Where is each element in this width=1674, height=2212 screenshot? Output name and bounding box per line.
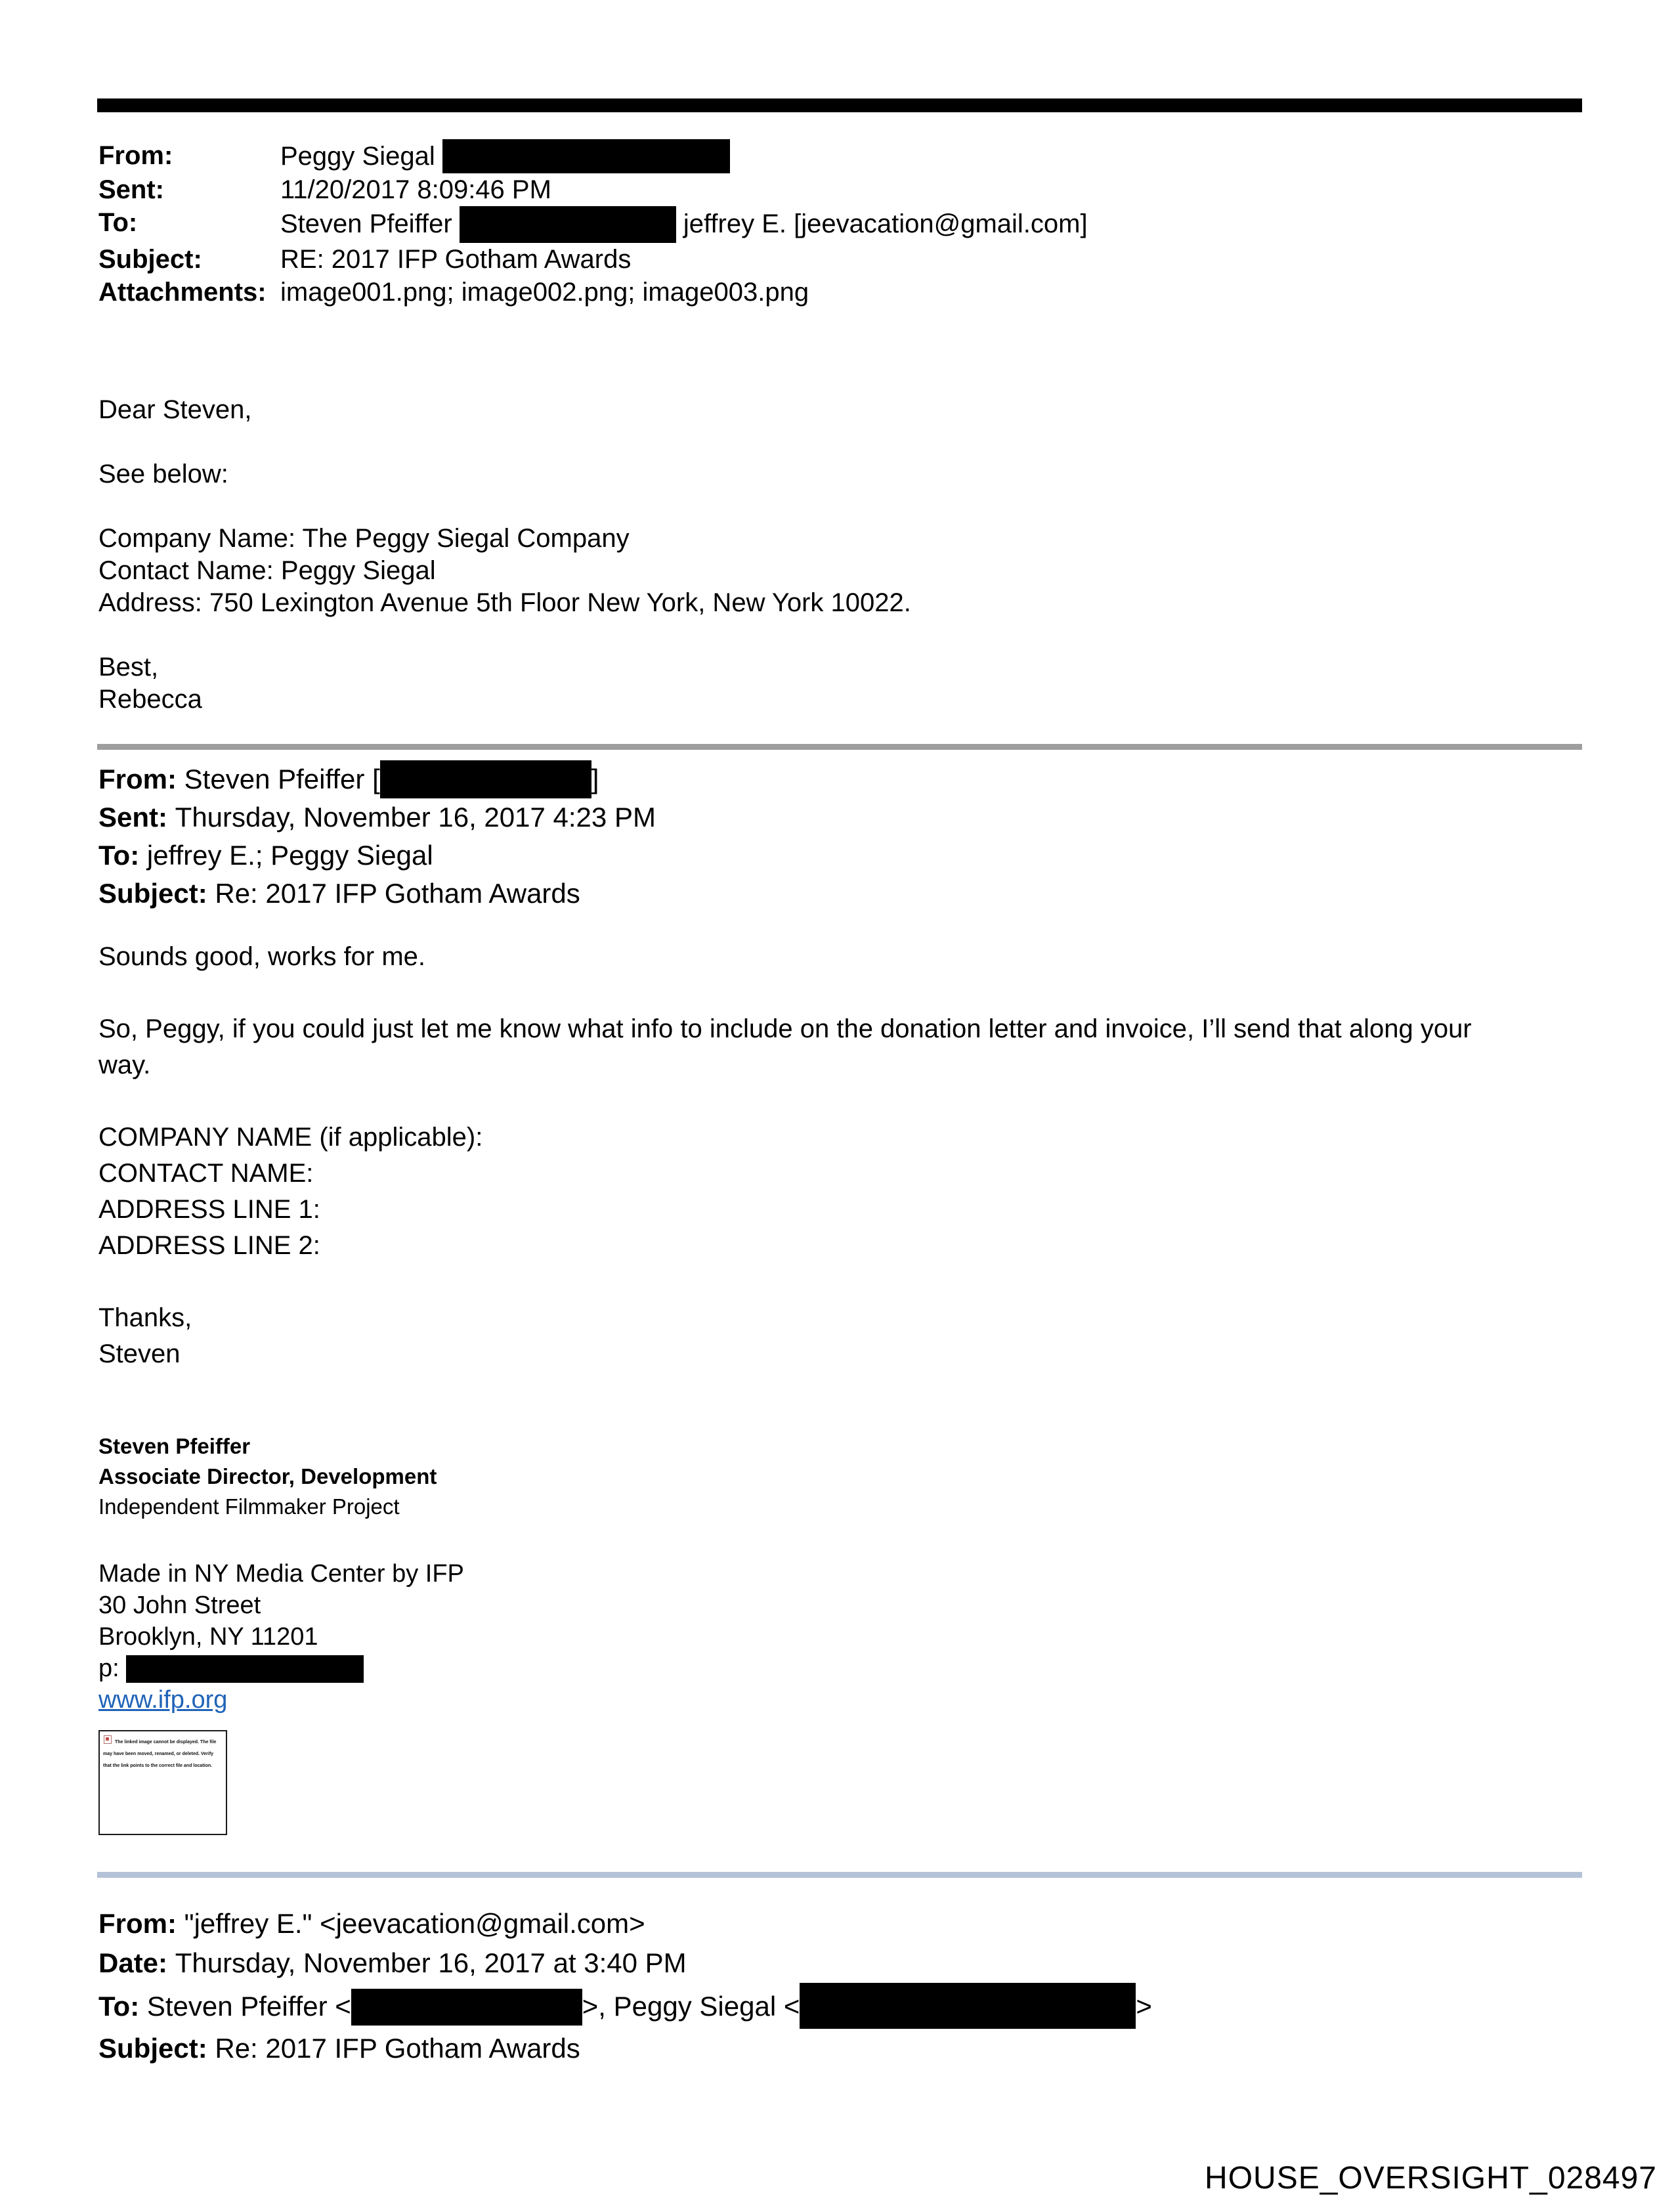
email3-header xyxy=(98,1904,1628,2068)
email2-header xyxy=(98,760,1628,913)
email2-subject-row: Subject: Re: 2017 IFP Gotham Awards xyxy=(98,878,580,909)
broken-image-icon xyxy=(104,1735,112,1744)
address-street: 30 John Street xyxy=(98,1592,261,1619)
top-redaction-bar xyxy=(97,98,1582,112)
body-line: ADDRESS LINE 1: xyxy=(98,1195,320,1224)
broken-image-placeholder xyxy=(98,1730,227,1835)
address-block xyxy=(98,1558,1018,1716)
body-line: Dear Steven, xyxy=(98,395,252,424)
website-link[interactable]: www.ifp.org xyxy=(98,1686,228,1714)
website-line xyxy=(98,1684,1018,1716)
subject-label: Subject: xyxy=(98,2033,207,2064)
body-line: CONTACT NAME: xyxy=(98,1159,314,1188)
email3-subject-row: Subject: Re: 2017 IFP Gotham Awards xyxy=(98,2033,580,2064)
signature-name: Steven Pfeiffer xyxy=(98,1434,251,1458)
email1-subject-row xyxy=(98,243,1608,276)
body-line: Sounds good, works for me. xyxy=(98,942,426,971)
subject-label: Subject: xyxy=(98,245,202,274)
sent-value: 11/20/2017 8:09:46 PM xyxy=(280,175,551,204)
email1-to-row xyxy=(98,206,1608,243)
address-city: Brooklyn, NY 11201 xyxy=(98,1623,318,1651)
body-line: Company Name: The Peggy Siegal Company xyxy=(98,524,630,553)
redaction-bar xyxy=(442,139,730,173)
broken-image-message: The linked image cannot be displayed. The file may have been moved, renamed, or deleted. Verify that the link points to the correct file and location. xyxy=(103,1740,217,1768)
blue-divider xyxy=(97,1872,1582,1878)
email3-date-row: Date: Thursday, November 16, 2017 at 3:40 PM xyxy=(98,1947,687,1978)
subject-label: Subject: xyxy=(98,878,207,909)
body-line: So, Peggy, if you could just let me know what info to include on the donation letter and invoice, I’ll send that along your xyxy=(98,1014,1472,1043)
body-line: Best, xyxy=(98,653,159,682)
body-line: Contact Name: Peggy Siegal xyxy=(98,556,436,585)
from-label: From: xyxy=(98,1908,177,1939)
email2-body xyxy=(98,939,1628,1372)
to-label: To: xyxy=(98,1991,140,2022)
signature-title: Associate Director, Development xyxy=(98,1464,437,1488)
to-value: Steven Pfeiffer jeffrey E. [jeevacation@gmail.com] xyxy=(280,206,1608,243)
body-line: way. xyxy=(98,1051,151,1079)
body-line: Thanks, xyxy=(98,1303,192,1332)
bates-number: HOUSE_OVERSIGHT_028497 xyxy=(1205,2161,1657,2196)
redaction-bar xyxy=(126,1655,364,1683)
email2-sent-row: Sent: Thursday, November 16, 2017 4:23 PM xyxy=(98,802,656,833)
to-label: To: xyxy=(98,208,138,237)
email1-body xyxy=(98,394,1608,716)
body-line: COMPANY NAME (if applicable): xyxy=(98,1123,483,1152)
email2-to-row: To: jeffrey E.; Peggy Siegal xyxy=(98,840,433,871)
redaction-bar xyxy=(351,1989,582,2026)
from-label: From: xyxy=(98,764,177,794)
attachments-value: image001.png; image002.png; image003.png xyxy=(280,278,809,307)
email1-from-row xyxy=(98,139,1608,173)
body-line: Steven xyxy=(98,1339,181,1368)
from-value: Peggy Siegal xyxy=(280,139,1608,173)
attachments-label: Attachments: xyxy=(98,278,267,307)
body-line: Address: 750 Lexington Avenue 5th Floor New York, New York 10022. xyxy=(98,588,911,617)
email3-from-row: From: "jeffrey E." <jeevacation@gmail.com> xyxy=(98,1908,645,1939)
body-line: See below: xyxy=(98,460,228,488)
email2-from-row: From: Steven Pfeiffer [ ] xyxy=(98,760,1628,798)
email1-header xyxy=(98,139,1608,309)
gray-divider xyxy=(97,744,1582,750)
phone-line: p: xyxy=(98,1653,1018,1684)
body-line: Rebecca xyxy=(98,685,202,714)
subject-value: RE: 2017 IFP Gotham Awards xyxy=(280,245,632,274)
date-label: Date: xyxy=(98,1947,168,1978)
redaction-bar xyxy=(380,760,591,798)
from-label: From: xyxy=(98,141,173,170)
to-label: To: xyxy=(98,840,140,871)
signature-block xyxy=(98,1431,1018,1522)
sent-label: Sent: xyxy=(98,802,167,833)
email1-sent-row xyxy=(98,173,1608,206)
signature-org: Independent Filmmaker Project xyxy=(98,1494,400,1519)
sent-label: Sent: xyxy=(98,175,164,204)
email1-attachments-row xyxy=(98,276,1608,309)
body-line: ADDRESS LINE 2: xyxy=(98,1231,320,1260)
email3-to-row: To: Steven Pfeiffer < >, Peggy Siegal < > xyxy=(98,1983,1628,2029)
redaction-bar xyxy=(800,1983,1136,2029)
address-location: Made in NY Media Center by IFP xyxy=(98,1560,464,1588)
redaction-bar xyxy=(460,206,676,243)
